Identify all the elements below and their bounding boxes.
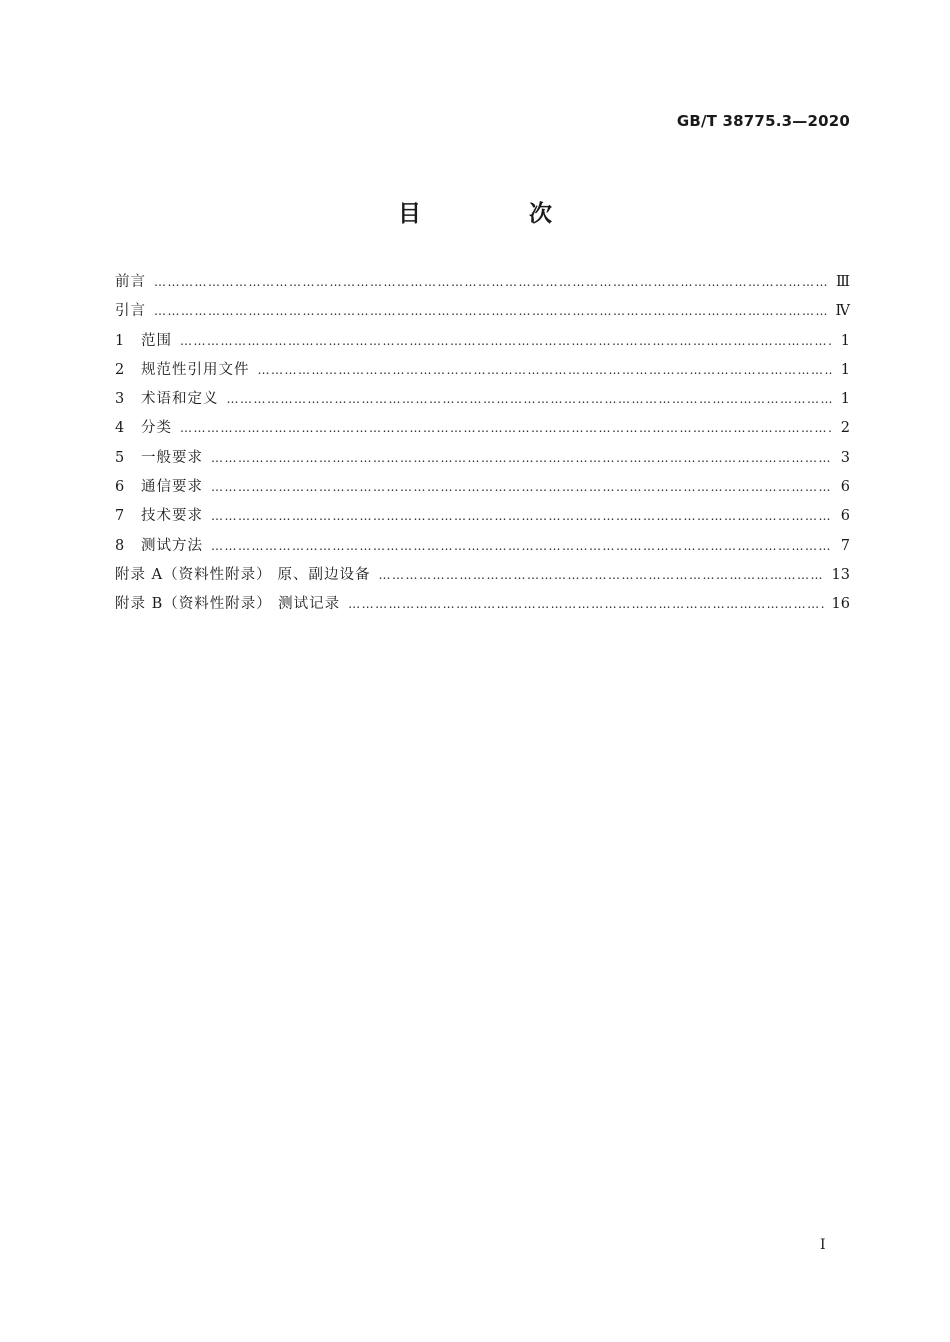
toc-entry-number: 7 xyxy=(115,508,125,525)
dot-leader xyxy=(211,451,832,465)
toc-entry-page: 1 xyxy=(840,332,850,349)
dot-leader xyxy=(211,480,832,494)
toc-entry-page: 1 xyxy=(840,391,850,408)
toc-entry-general-requirements[interactable] xyxy=(115,446,850,475)
dot-leader xyxy=(348,597,823,611)
toc-entry-title: 范围 xyxy=(141,332,172,349)
table-of-contents xyxy=(115,270,850,622)
toc-entry-number: 1 xyxy=(115,332,125,349)
toc-entry-number: 2 xyxy=(115,361,125,378)
toc-entry-page: 7 xyxy=(840,537,850,554)
toc-entry-scope[interactable] xyxy=(115,329,850,358)
page-number: Ⅰ xyxy=(820,1237,826,1253)
page-title: 目 次 xyxy=(397,201,602,227)
toc-entry-terms-definitions[interactable] xyxy=(115,387,850,416)
toc-entry-page: 13 xyxy=(831,566,850,583)
toc-entry-title: 附录 B（资料性附录） xyxy=(115,596,272,613)
toc-entry-technical-requirements[interactable] xyxy=(115,504,850,533)
toc-entry-number: 3 xyxy=(115,391,125,408)
toc-entry-title: 前言 xyxy=(115,274,146,290)
toc-entry-test-methods[interactable] xyxy=(115,534,850,563)
dot-leader xyxy=(211,539,832,553)
toc-entry-subtitle: 原、副边设备 xyxy=(277,566,371,583)
toc-entry-title: 分类 xyxy=(141,420,172,437)
toc-entry-page: 16 xyxy=(831,596,850,613)
dot-leader xyxy=(180,421,832,435)
toc-entry-page: Ⅳ xyxy=(835,303,850,320)
toc-entry-subtitle: 测试记录 xyxy=(278,596,341,613)
toc-entry-title: 通信要求 xyxy=(141,479,203,496)
toc-entry-communication-requirements[interactable] xyxy=(115,475,850,504)
toc-entry-introduction[interactable] xyxy=(115,299,850,328)
toc-entry-number: 4 xyxy=(115,420,125,437)
toc-entry-number: 6 xyxy=(115,479,125,496)
toc-entry-title: 测试方法 xyxy=(141,537,203,554)
standard-number: GB/T 38775.3—2020 xyxy=(676,112,850,130)
toc-entry-title: 技术要求 xyxy=(141,508,203,525)
toc-entry-title: 规范性引用文件 xyxy=(141,361,250,378)
toc-entry-annex-b[interactable] xyxy=(115,592,850,621)
toc-entry-number: 8 xyxy=(115,537,125,554)
dot-leader xyxy=(154,275,828,289)
toc-entry-page: 3 xyxy=(840,449,850,466)
dot-leader xyxy=(258,363,833,377)
toc-entry-title: 术语和定义 xyxy=(141,391,219,408)
toc-entry-classification[interactable] xyxy=(115,416,850,445)
toc-entry-page: 2 xyxy=(840,420,850,437)
toc-entry-title: 附录 A（资料性附录） xyxy=(115,566,272,583)
toc-entry-page: Ⅲ xyxy=(836,274,850,290)
toc-entry-foreword[interactable] xyxy=(115,270,850,299)
toc-entry-page: 6 xyxy=(840,508,850,525)
toc-entry-annex-a[interactable] xyxy=(115,563,850,592)
toc-entry-title: 引言 xyxy=(115,303,146,320)
dot-leader xyxy=(154,304,828,318)
toc-entry-normative-references[interactable] xyxy=(115,358,850,387)
dot-leader xyxy=(379,568,824,582)
toc-entry-number: 5 xyxy=(115,449,125,466)
toc-entry-page: 6 xyxy=(840,479,850,496)
toc-entry-title: 一般要求 xyxy=(141,449,203,466)
toc-entry-page: 1 xyxy=(840,361,850,378)
dot-leader xyxy=(227,392,833,406)
dot-leader xyxy=(180,334,832,348)
dot-leader xyxy=(211,509,832,523)
